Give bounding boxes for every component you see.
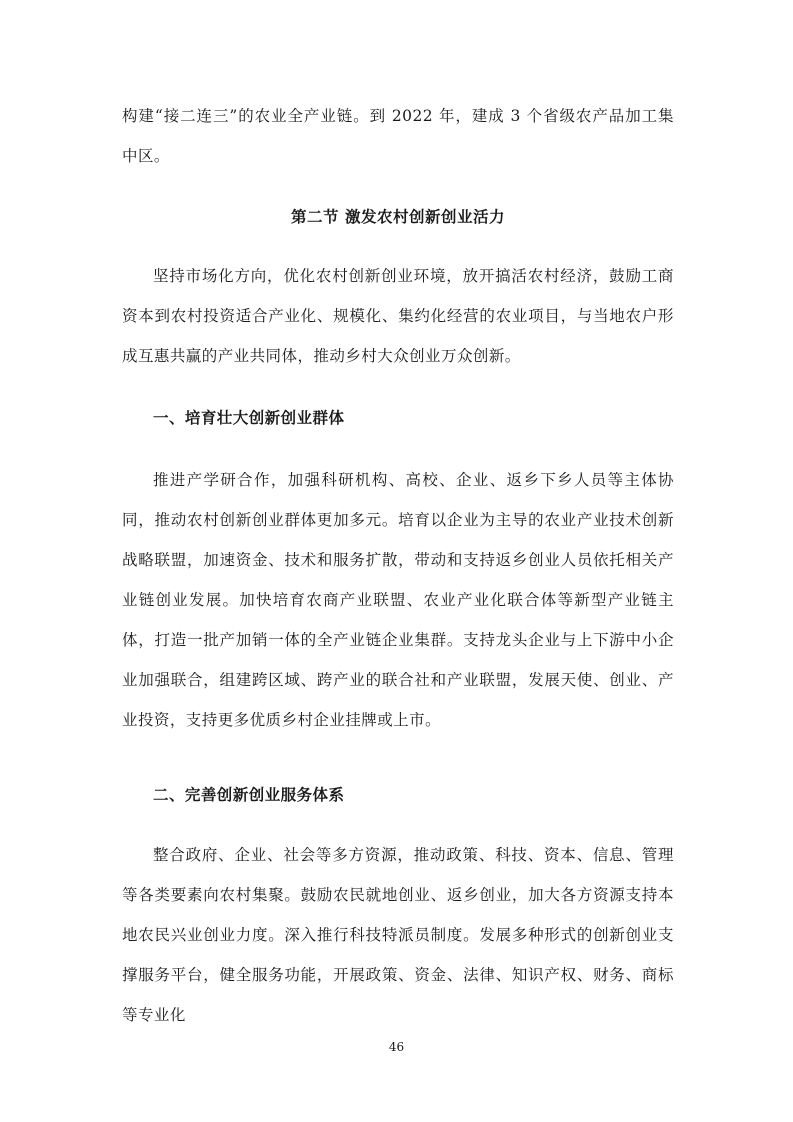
intro-paragraph: 坚持市场化方向，优化农村创新创业环境，放开搞活农村经济，鼓励工商资本到农村投资适合产业化、规模化、集约化经营的农业项目，与当地农户形成互惠共赢的产业共同体，推动乡村大众创业万众创新。 [122, 267, 674, 365]
section-title: 第二节 激发农村创新创业活力 [291, 207, 505, 226]
subsection-2-paragraph: 整合政府、企业、社会等多方资源，推动政策、科技、资本、信息、管理等各类要素向农村集聚。鼓励农民就地创业、返乡创业，加大各方资源支持本地农民兴业创业力度。深入推行科技特派员制度。发展多种形式的创新创业支撑服务平台，健全服务功能，开展政策、资金、法律、知识产权、财务、商标等专业化 [122, 846, 674, 1024]
subsection-1-title: 一、培育壮大创新创业群体 [153, 408, 345, 427]
continuation-paragraph: 构建“接二连三”的农业全产业链。到 2022 年，建成 3 个省级农产品加工集中区。 [122, 107, 674, 165]
subsection-2-title: 二、完善创新创业服务体系 [153, 785, 345, 804]
page-number: 46 [388, 1040, 405, 1054]
subsection-1-paragraph: 推进产学研合作，加强科研机构、高校、企业、返乡下乡人员等主体协同，推动农村创新创业群体更加多元。培育以企业为主导的农业产业技术创新战略联盟，加速资金、技术和服务扩散，带动和支持返乡创业人员依托相关产业链创业发展。加快培育农商产业联盟、农业产业化联合体等新型产业链主体，打造一批产加销一体的全产业链企业集群。支持龙头企业与上下游中小企业加强联合，组建跨区域、跨产业的联合社和产业联盟，发展天使、创业、产业投资，支持更多优质乡村企业挂牌或上市。 [122, 471, 674, 729]
